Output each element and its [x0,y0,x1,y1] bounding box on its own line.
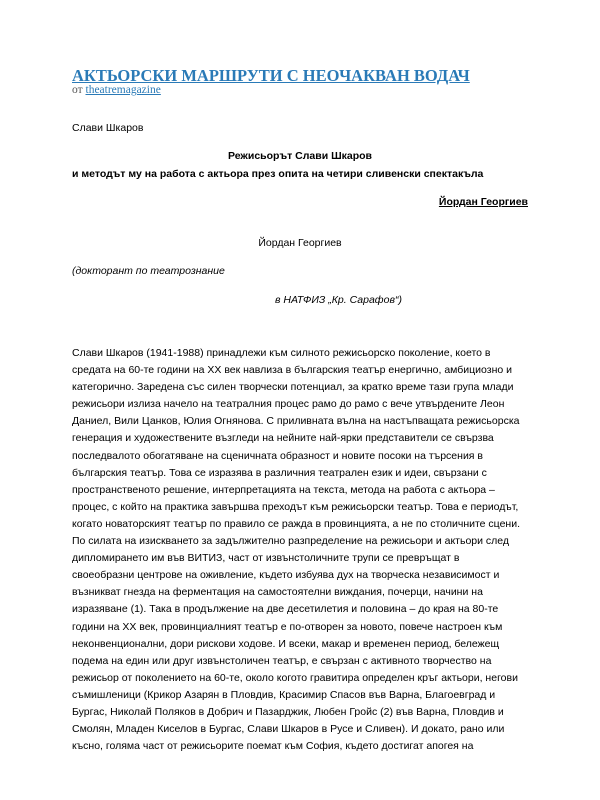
body-line: своеобразни центрове на оживление, където избуява дух на творческа независимост и [72,569,500,582]
article-title-link[interactable]: АКТЬОРСКИ МАРШРУТИ С НЕОЧАКВАН ВОДАЧ [72,66,470,85]
affiliation-line-1: (докторант по театрознание [72,265,225,277]
body-line: генерация и художествените възгледи на нейните най-ярки представители се свързва [72,432,494,445]
body-line: По силата на изискването за задължително разпределение на режисьори и актьори след [72,535,510,548]
body-line: дипломирането им във ВИТИЗ, част от извънстоличните трупи се превръщат в [72,552,460,565]
body-line: българския театър. Това се изразява в различния театрален език и идеи, свързани с [72,466,487,479]
body-paragraph [72,345,532,755]
body-line: пространственото решение, интерпретацията на текста, метода на работа с актьора – [72,483,495,496]
byline-source-link[interactable]: theatremagazine [85,84,161,96]
author-name-right: Йордан Георгиев [438,196,528,208]
byline-prefix: от [72,84,83,96]
byline [72,84,161,96]
body-line: когато новаторският театър по правило се ражда в провинцията, а не по столичните сцени. [72,517,520,530]
body-line: категорично. Заредена със силен творчески потенциал, за кратко време тази група млади [72,381,514,394]
body-line: Слави Шкаров (1941-1988) принадлежи към силното режисьорско поколение, което в [72,347,491,359]
author-name-center: Йордан Георгиев [258,237,342,249]
body-line: късно, голяма част от режисьорите поемат към София, където достигат апогея на [72,740,474,753]
subtitle-line-1: Режисьорът Слави Шкаров [227,150,373,162]
body-line: години на ХХ век, провинциалният театър е по-отворен за новото, повече настроен към [72,620,503,633]
body-line: Бургас, Николай Поляков в Добрич и Пазарджик, Любен Гройс (2) във Варна, Пловдив и [72,705,504,718]
subtitle-line-2: и методът му на работа с актьора през опита на четири сливенски спектакъла [72,168,484,180]
affiliation-line-2: в НАТФИЗ „Кр. Сарафов“) [275,294,402,306]
body-line: средата на 60-те години на ХХ век навлиза в българския театър енергично, амбициозно и [72,364,512,377]
body-line: процес, с който на практика завършва преходът към режисьорски театър. Това е периодът, [72,500,519,513]
body-line: последвалото обогатяване на сценичната образност и новите посоки на търсения в [72,449,483,462]
body-line: изразяване (1). Така в продължение на две десетилетия и половина – до края на 80-те [72,603,499,616]
body-line: подема на един или друг извънстоличен театър, е свързан с активното творчество на [72,654,492,667]
author-line: Слави Шкаров [72,122,144,134]
body-line: съмишленици (Крикор Азарян в Пловдив, Красимир Спасов във Варна, Благоевград и [72,688,496,701]
body-line: Даниел, Вили Цанков, Юлия Огнянова. С приливната вълна на настъпващата режисьорска [72,415,520,428]
body-line: Смолян, Младен Киселов в Бургас, Слави Шкаров в Русе и Сливен). И докато, рано или [72,723,505,736]
body-line: режисьор от поколението на 60-те, около когото гравитира определен кръг актьори, негови [72,671,518,684]
body-line: неконвенционални, дори рискови ходове. И всеки, макар и временен период, бележещ [72,637,500,650]
body-line: възникват гнезда на ферментация на самостоятелни виждания, почерци, начини на [72,586,483,599]
body-line: режисьори излиза начело на театралния процес рамо до рамо с вече утвърдените Леон [72,398,505,411]
